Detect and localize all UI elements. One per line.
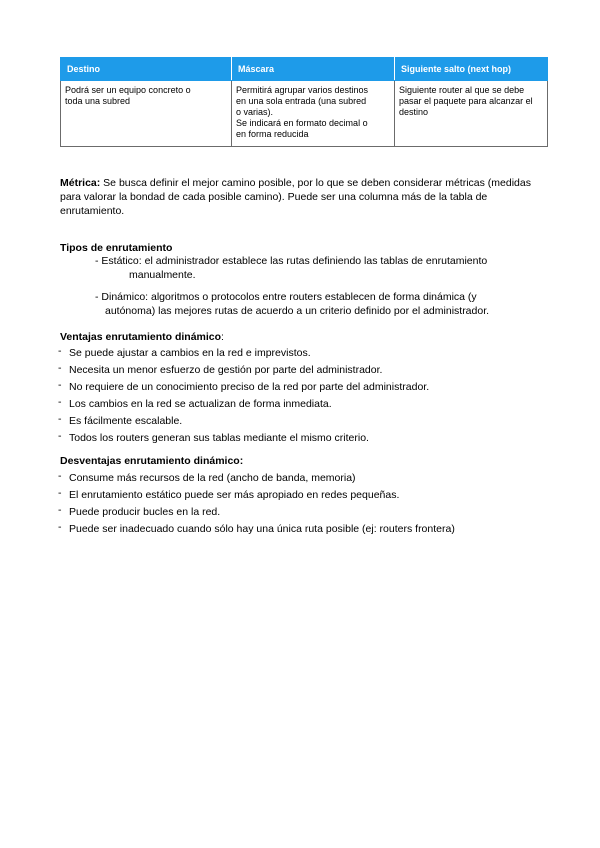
list-item: - Todos los routers generan sus tablas mediante el mismo criterio. xyxy=(58,430,369,444)
metrica-label: Métrica: xyxy=(60,177,101,189)
table-header-row xyxy=(61,58,548,81)
list-item: - Los cambios en la red se actualizan de forma inmediata. xyxy=(58,396,332,410)
cell-destino: Podrá ser un equipo concreto o toda una subred xyxy=(61,81,232,147)
tipo-dinamico-line1: - Dinámico: algoritmos o protocolos entre routers establecen de forma dinámica (y xyxy=(95,291,477,303)
bullet-dash: - xyxy=(58,487,62,499)
tipo-estatico-line1: - Estático: el administrador establece las rutas definiendo las tablas de enrutamiento xyxy=(95,255,488,267)
list-item: - Es fácilmente escalable. xyxy=(58,413,183,427)
list-item: - Puede ser inadecuado cuando sólo hay una única ruta posible (ej: routers frontera) xyxy=(58,521,455,535)
metrica-paragraph xyxy=(60,176,550,218)
bullet-dash: - xyxy=(58,379,62,391)
bullet-dash: - xyxy=(58,345,62,357)
metrica-text: Se busca definir el mejor camino posible, por lo que se deben considerar métricas (medidas para valorar la bondad de cada posible camino). Puede ser una columna más de la tabla de enrutamiento. xyxy=(60,177,531,217)
cell-mascara: Permitirá agrupar varios destinos en una sola entrada (una subred o varias). Se indicará en formato decimal o en forma reducida xyxy=(232,81,395,147)
header-next-hop: Siguiente salto (next hop) xyxy=(395,58,548,81)
list-item: - Se puede ajustar a cambios en la red e imprevistos. xyxy=(58,345,311,359)
ventajas-title: Ventajas enrutamiento dinámico xyxy=(60,331,222,343)
list-item: - No requiere de un conocimiento preciso de la red por parte del administrador. xyxy=(58,379,430,393)
list-item: - El enrutamiento estático puede ser más apropiado en redes pequeñas. xyxy=(58,487,400,501)
tipo-estatico-line2: manualmente. xyxy=(129,269,196,281)
tipo-dinamico xyxy=(95,290,550,318)
desventajas-heading: Desventajas enrutamiento dinámico: xyxy=(60,455,244,467)
tipo-estatico xyxy=(95,254,550,282)
ventajas-colon: : xyxy=(221,331,224,343)
bullet-dash: - xyxy=(58,413,62,425)
tipo-dinamico-line2: autónoma) las mejores rutas de acuerdo a un criterio definido por el administrador. xyxy=(105,305,490,317)
bullet-dash: - xyxy=(58,430,62,442)
list-item: - Consume más recursos de la red (ancho de banda, memoria) xyxy=(58,470,356,484)
ventajas-heading xyxy=(60,330,550,344)
header-mascara: Máscara xyxy=(232,58,395,81)
list-item: - Puede producir bucles en la red. xyxy=(58,504,221,518)
cell-next-hop: Siguiente router al que se debe pasar el paquete para alcanzar el destino xyxy=(395,81,548,147)
bullet-dash: - xyxy=(58,470,62,482)
desventajas-list xyxy=(58,470,548,538)
bullet-dash: - xyxy=(58,504,62,516)
bullet-dash: - xyxy=(58,521,62,533)
ventajas-list xyxy=(58,345,548,447)
header-destino: Destino xyxy=(61,58,232,81)
routing-table xyxy=(60,57,548,147)
table-row xyxy=(61,81,548,147)
bullet-dash: - xyxy=(58,362,62,374)
bullet-dash: - xyxy=(58,396,62,408)
list-item: - Necesita un menor esfuerzo de gestión por parte del administrador. xyxy=(58,362,383,376)
tipos-heading: Tipos de enrutamiento xyxy=(60,242,173,254)
